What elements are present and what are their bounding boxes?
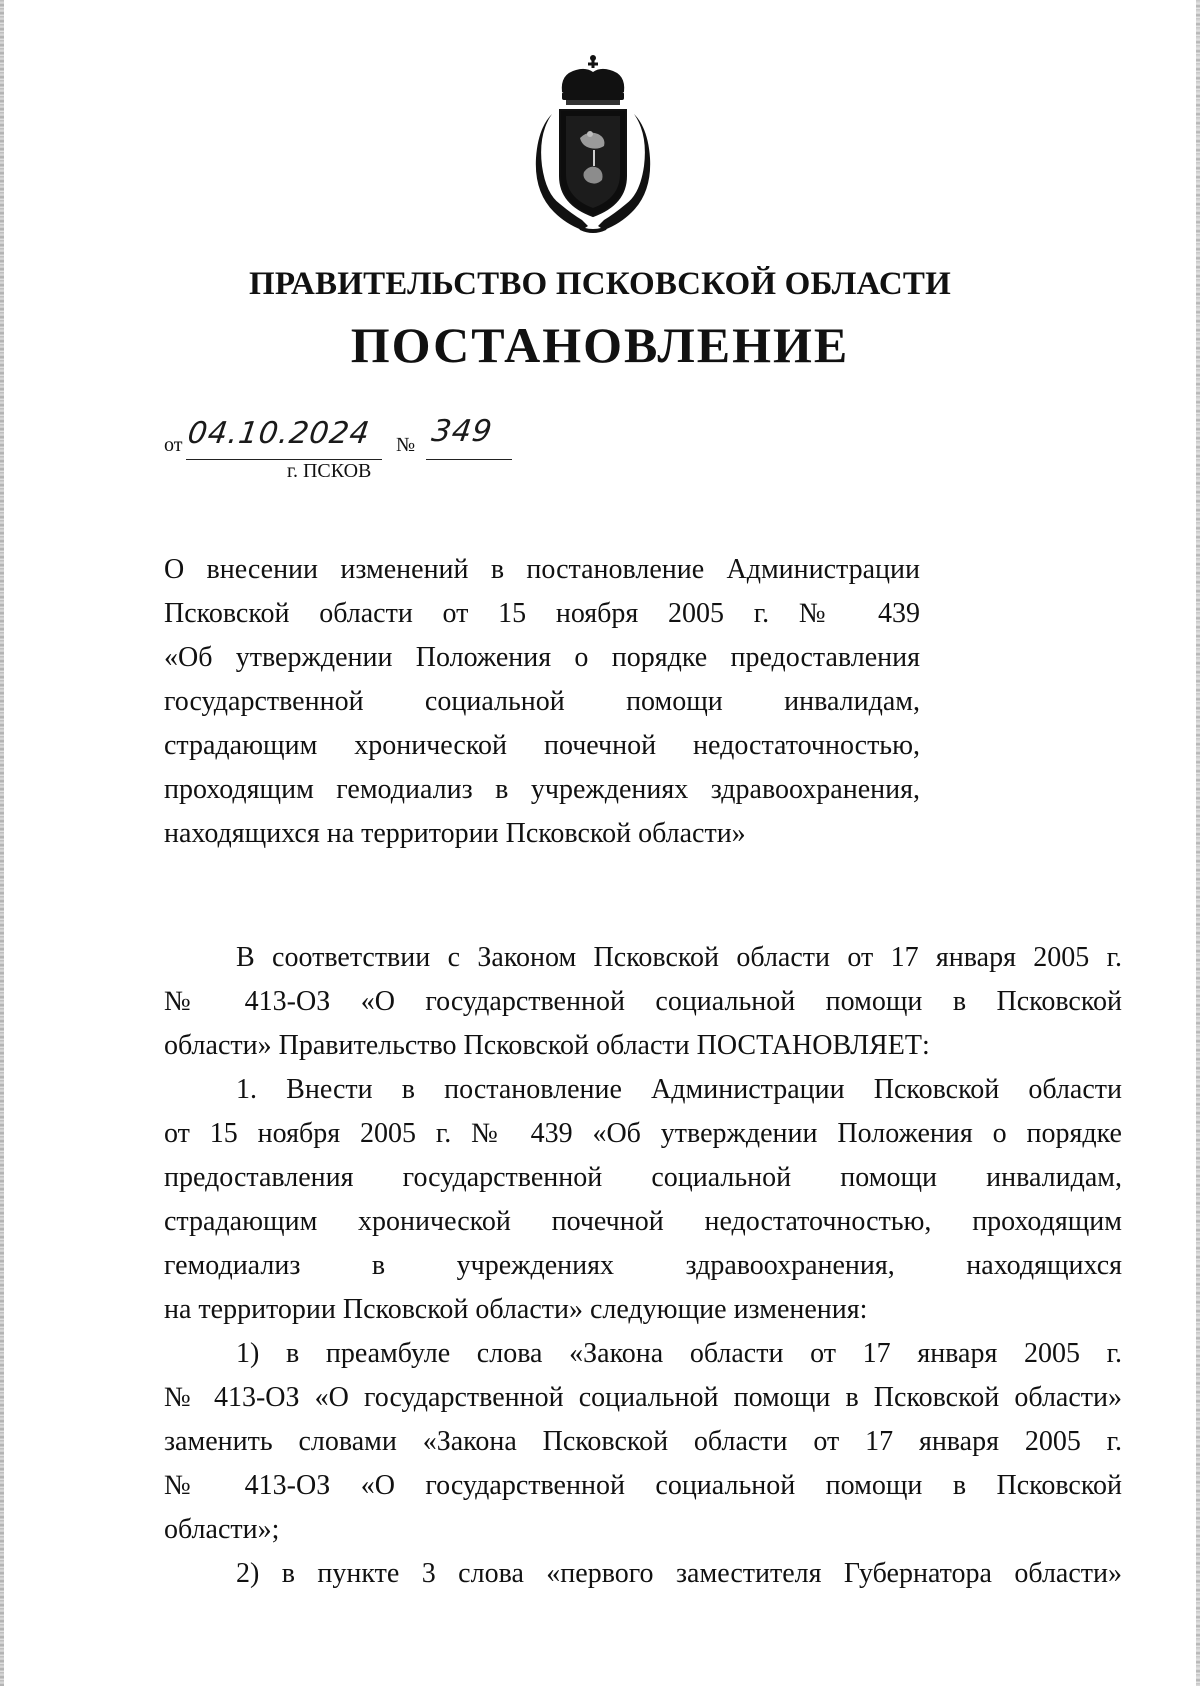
city: г. ПСКОВ bbox=[287, 460, 372, 482]
body-line: 2) в пункте 3 слова «первого заместителя Губернатора области» bbox=[236, 1558, 1122, 1589]
coat-of-arms-icon bbox=[532, 54, 654, 234]
document-number: 349 bbox=[429, 414, 495, 449]
subject-line: находящихся на территории Псковской области» bbox=[164, 818, 746, 849]
subject-line: проходящим гемодиализ в учреждениях здравоохранения, bbox=[164, 774, 920, 805]
body-line: В соответствии с Законом Псковской области от 17 января 2005 г. bbox=[236, 942, 1122, 973]
government-title: ПРАВИТЕЛЬСТВО ПСКОВСКОЙ ОБЛАСТИ bbox=[248, 266, 952, 302]
body-line: предоставления государственной социальной помощи инвалидам, bbox=[164, 1162, 1122, 1193]
subject-line: О внесении изменений в постановление Администрации bbox=[164, 554, 920, 585]
body-line: страдающим хронической почечной недостаточностью, проходящим bbox=[164, 1206, 1122, 1237]
number-prefix: № bbox=[396, 434, 416, 456]
body-line: № 413-ОЗ «О государственной социальной помощи в Псковской области» bbox=[164, 1382, 1122, 1413]
document-type: ПОСТАНОВЛЕНИЕ bbox=[350, 317, 850, 373]
document-body bbox=[164, 936, 1122, 1596]
body-line: 1. Внести в постановление Администрации Псковской области bbox=[236, 1074, 1122, 1105]
body-line: заменить словами «Закона Псковской области от 17 января 2005 г. bbox=[164, 1426, 1122, 1457]
body-line: № 413-ОЗ «О государственной социальной помощи в Псковской bbox=[164, 986, 1122, 1017]
crown-icon bbox=[562, 55, 624, 105]
body-line: на территории Псковской области» следующие изменения: bbox=[164, 1294, 868, 1325]
subject-line: Псковской области от 15 ноября 2005 г. № 439 bbox=[164, 598, 920, 629]
date-prefix: от bbox=[164, 434, 183, 456]
subject-line: «Об утверждении Положения о порядке предоставления bbox=[164, 642, 920, 673]
body-line: № 413-ОЗ «О государственной социальной помощи в Псковской bbox=[164, 1470, 1122, 1501]
document-subject bbox=[164, 548, 920, 856]
scan-edge-left bbox=[0, 0, 4, 1686]
body-line: области» Правительство Псковской области ПОСТАНОВЛЯЕТ: bbox=[164, 1030, 930, 1061]
subject-line: государственной социальной помощи инвалидам, bbox=[164, 686, 920, 717]
body-line: гемодиализ в учреждениях здравоохранения, находящихся bbox=[164, 1250, 1122, 1281]
document-date: 04.10.2024 bbox=[185, 416, 373, 451]
scan-edge-right bbox=[1196, 0, 1200, 1686]
body-line: от 15 ноября 2005 г. № 439 «Об утверждении Положения о порядке bbox=[164, 1118, 1122, 1149]
number-underline bbox=[426, 459, 512, 460]
body-line: области»; bbox=[164, 1514, 280, 1545]
body-line: 1) в преамбуле слова «Закона области от 17 января 2005 г. bbox=[236, 1338, 1122, 1369]
subject-line: страдающим хронической почечной недостаточностью, bbox=[164, 730, 920, 761]
